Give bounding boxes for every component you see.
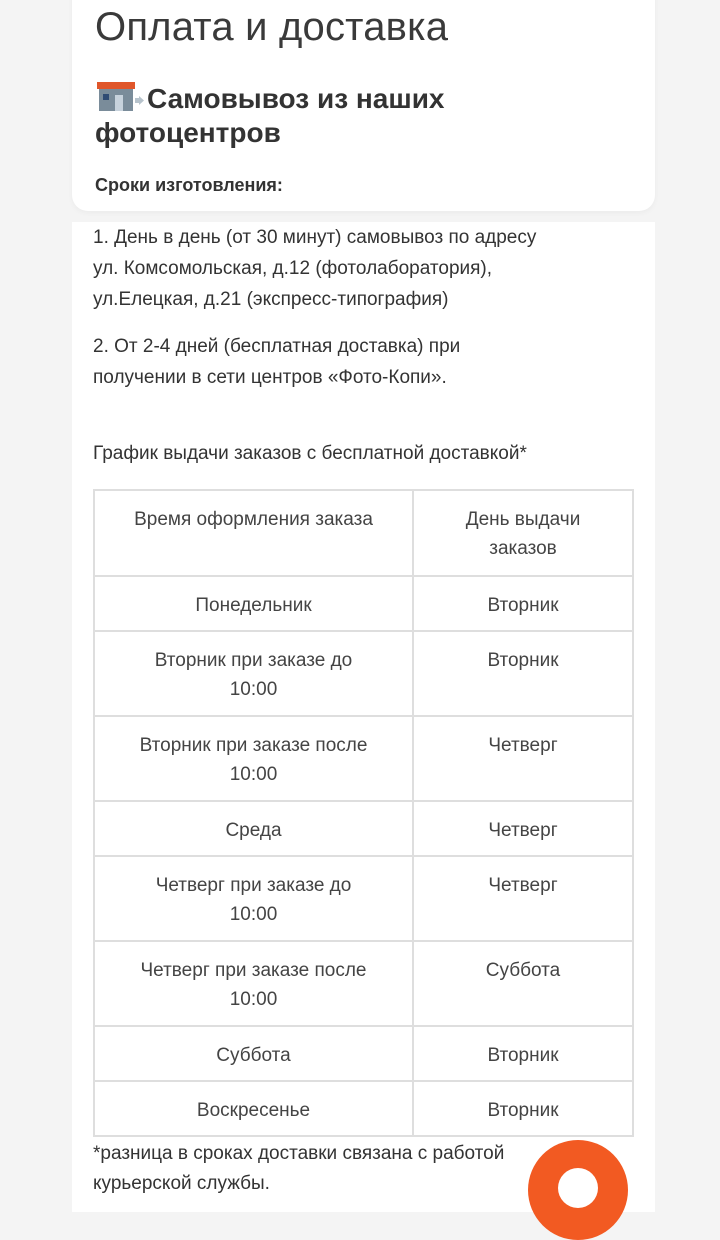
cell-line: Четверг при заказе до xyxy=(155,875,352,896)
table-row xyxy=(94,576,633,631)
cell-line: Понедельник xyxy=(195,595,312,616)
header-line: заказов xyxy=(489,538,557,559)
header-line: Время оформления заказа xyxy=(134,509,373,530)
table-row xyxy=(94,716,633,801)
paragraph-line: 1. День в день (от 30 минут) самовывоз по адресу xyxy=(93,227,537,248)
footnote-line: курьерской службы. xyxy=(93,1173,270,1194)
pickup-cell: Четверг xyxy=(413,856,633,941)
cell-line: Суббота xyxy=(216,1045,291,1066)
order-cell xyxy=(94,856,413,941)
pickup-cell: Вторник xyxy=(413,1026,633,1081)
order-cell xyxy=(94,941,413,1026)
header-order-time xyxy=(94,490,413,576)
order-cell xyxy=(94,1081,413,1136)
table-caption: График выдачи заказов с бесплатной доставкой* xyxy=(93,443,527,464)
pickup-cell: Вторник xyxy=(413,631,633,716)
table-row xyxy=(94,941,633,1026)
cell-line: Четверг при заказе после xyxy=(140,960,367,981)
table-header-row xyxy=(94,490,633,576)
header-line: День выдачи xyxy=(465,509,581,530)
order-cell xyxy=(94,716,413,801)
schedule-table xyxy=(93,489,634,1137)
order-cell xyxy=(94,1026,413,1081)
paragraph-same-day xyxy=(93,222,653,315)
order-cell xyxy=(94,576,413,631)
cell-line: 10:00 xyxy=(229,679,278,700)
paragraph-line: ул.Елецкая, д.21 (экспресс-типография) xyxy=(93,289,449,310)
header-pickup-day xyxy=(413,490,633,576)
pickup-cell: Суббота xyxy=(413,941,633,1026)
order-cell xyxy=(94,801,413,856)
cell-line: 10:00 xyxy=(229,904,278,925)
cell-line: Среда xyxy=(225,820,282,841)
cell-line: Вторник при заказе до xyxy=(154,650,353,671)
table-row xyxy=(94,801,633,856)
subheading: Сроки изготовления: xyxy=(95,175,283,195)
pickup-cell: Четверг xyxy=(413,801,633,856)
section-title xyxy=(95,80,615,150)
cell-line: 10:00 xyxy=(229,989,278,1010)
page-title: Оплата и доставка xyxy=(95,5,449,49)
pickup-cell: Вторник xyxy=(413,576,633,631)
house-icon xyxy=(95,80,145,112)
chat-button[interactable] xyxy=(528,1140,628,1240)
pickup-cell: Четверг xyxy=(413,716,633,801)
paragraph-line: ул. Комсомольская, д.12 (фотолаборатория), xyxy=(93,258,493,279)
table-row xyxy=(94,1026,633,1081)
cell-line: Воскресенье xyxy=(196,1100,311,1121)
chat-icon xyxy=(558,1168,598,1208)
paragraph-line: получении в сети центров «Фото-Копи». xyxy=(93,367,447,388)
cell-line: Вторник при заказе после xyxy=(139,735,368,756)
paragraph-free-delivery xyxy=(93,331,653,393)
cell-line: 10:00 xyxy=(229,764,278,785)
section-title-text: Самовывоз из наших фотоцентров xyxy=(95,83,445,148)
table-row xyxy=(94,631,633,716)
table-row xyxy=(94,856,633,941)
table-row xyxy=(94,1081,633,1136)
order-cell xyxy=(94,631,413,716)
paragraph-line: 2. От 2-4 дней (бесплатная доставка) при xyxy=(93,336,461,357)
footnote-line: *разница в сроках доставки связана с работой xyxy=(93,1143,505,1164)
pickup-cell: Вторник xyxy=(413,1081,633,1136)
